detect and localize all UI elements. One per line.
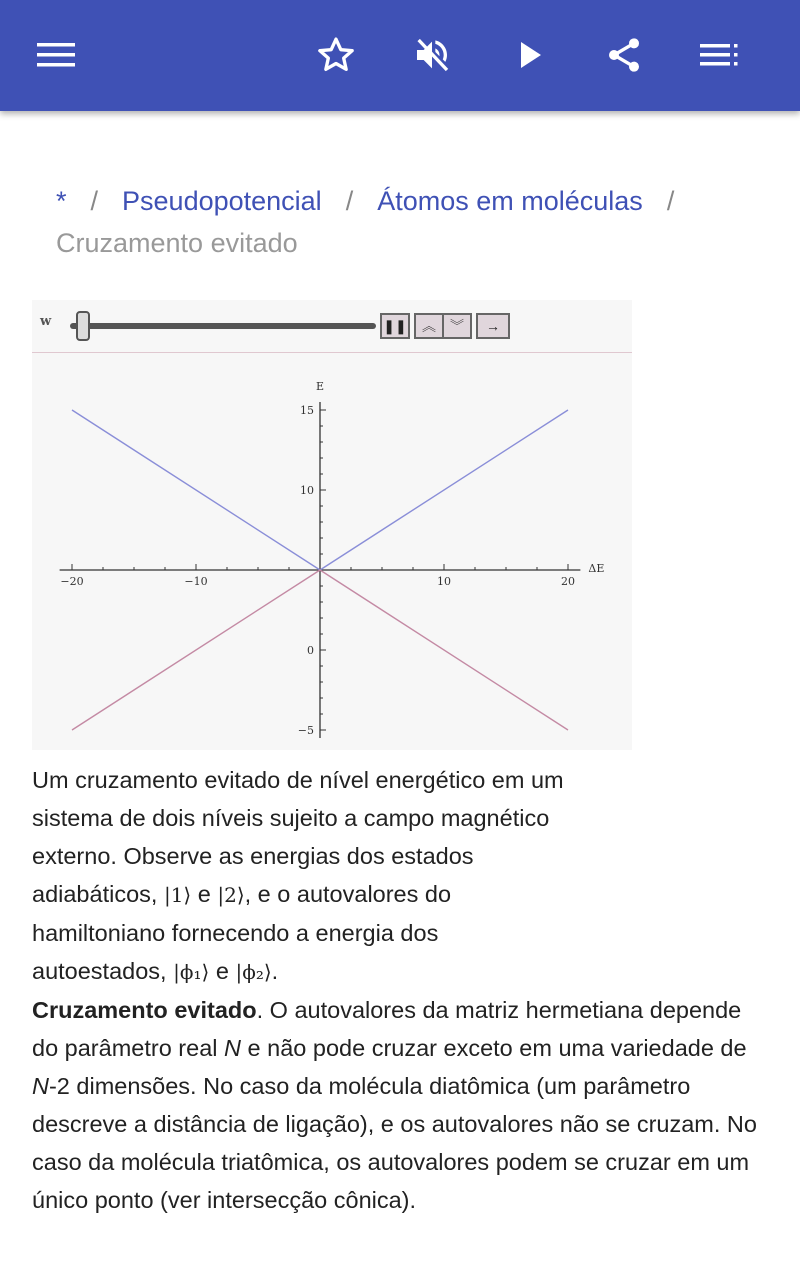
figure-caption	[32, 761, 772, 1219]
paragraph-text: -2 dimensões. No caso da molécula diatômica (um parâmetro descreve a distância de ligação), e os autovalores não se cruzam. No caso da molécula triatômica, os autovalores podem se cruzar em um único ponto (ver intersecção cônica).	[32, 1073, 757, 1213]
slower-button[interactable]: ︾	[442, 313, 472, 339]
volume-off-icon[interactable]	[408, 31, 456, 79]
ket-phi-2: |ϕ₂⟩	[235, 960, 272, 984]
playlist-icon[interactable]	[696, 31, 744, 79]
var-n: N	[32, 1073, 49, 1099]
animated-figure	[32, 300, 632, 750]
caption-line: Um cruzamento evitado de nível energético em um	[32, 767, 564, 793]
direction-button[interactable]: →	[476, 313, 510, 339]
caption-text: e	[209, 958, 236, 984]
x-axis-label: ΔE	[588, 562, 605, 575]
caption-line: hamiltoniano fornecendo a energia dos	[32, 920, 439, 946]
caption-text: adiabáticos,	[32, 881, 164, 907]
breadcrumb-atomos[interactable]: Átomos em moléculas	[377, 186, 643, 216]
app-toolbar	[0, 0, 800, 111]
paragraph-text: . O autovalores da matriz hermetiana depende do parâmetro real	[32, 997, 742, 1061]
x-tick-label: 10	[437, 575, 451, 588]
caption-line	[32, 875, 772, 914]
body-paragraph	[32, 991, 772, 1219]
breadcrumb-separator: /	[666, 186, 675, 216]
caption-text: autoestados,	[32, 958, 174, 984]
paragraph-text: e não pode cruzar exceto em uma variedade de	[241, 1035, 747, 1061]
breadcrumb-current: Cruzamento evitado	[56, 228, 298, 258]
caption-line: externo. Observe as energias dos estados	[32, 843, 474, 869]
breadcrumb-separator: /	[345, 186, 354, 216]
y-tick-label: −5	[297, 724, 314, 737]
caption-text: .	[271, 958, 279, 984]
var-n: N	[224, 1035, 242, 1061]
breadcrumb-separator: /	[90, 186, 99, 216]
share-icon[interactable]	[600, 31, 648, 79]
term-bold: Cruzamento evitado	[32, 997, 257, 1023]
faster-button[interactable]: ︽	[414, 313, 444, 339]
caption-line	[32, 952, 772, 991]
caption-text: e	[191, 881, 218, 907]
slider-label: w	[40, 314, 52, 329]
y-tick-label: 15	[300, 404, 314, 417]
play-icon[interactable]	[506, 31, 554, 79]
star-icon[interactable]	[312, 31, 360, 79]
x-tick-label: 20	[561, 575, 575, 588]
y-tick-label: 0	[307, 644, 314, 657]
breadcrumb	[56, 180, 756, 264]
x-tick-label: −10	[184, 575, 208, 588]
breadcrumb-pseudopotencial[interactable]: Pseudopotencial	[122, 186, 322, 216]
x-tick-label: −20	[60, 575, 84, 588]
caption-line: sistema de dois níveis sujeito a campo magnético	[32, 805, 550, 831]
y-axis-label: E	[315, 380, 325, 393]
menu-icon[interactable]	[32, 31, 80, 79]
breadcrumb-root[interactable]: *	[56, 186, 67, 216]
caption-text: , e o autovalores do	[244, 881, 452, 907]
energy-chart	[32, 300, 632, 750]
y-tick-label: 10	[300, 484, 314, 497]
pause-button[interactable]: ❚❚	[380, 313, 410, 339]
ket-2: |2⟩	[217, 883, 245, 907]
ket-1: |1⟩	[163, 883, 192, 907]
ket-phi-1: |ϕ₁⟩	[173, 960, 210, 984]
